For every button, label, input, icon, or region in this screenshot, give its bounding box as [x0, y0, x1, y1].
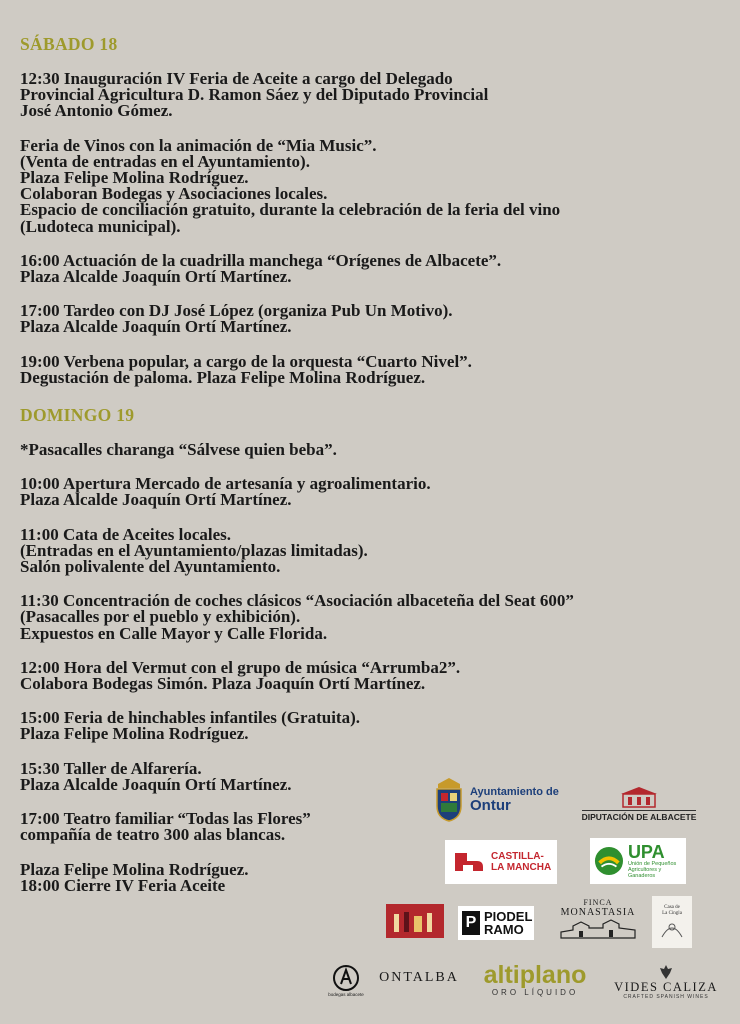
event-line: (Entradas en el Ayuntamiento/plazas limitadas). — [20, 540, 368, 560]
finca-line1: FINCA — [583, 898, 613, 907]
pio-del-ramo-logo — [458, 906, 534, 940]
event-line: 15:00 Feria de hinchables infantiles (Gratuita). — [20, 708, 360, 728]
event-block — [20, 710, 720, 742]
upa-line3: Agricultores y Ganaderos — [627, 867, 662, 879]
wine-bottles-icon — [390, 908, 440, 934]
event-block — [20, 250, 720, 287]
event-block — [20, 71, 720, 120]
event-block — [20, 476, 720, 508]
upa-emblem-icon — [594, 845, 624, 877]
event-line: Plaza Alcalde Joaquín Ortí Martínez. — [20, 267, 292, 287]
event-line: *Pasacalles charanga “Sálvese quien beba”. — [20, 440, 337, 460]
event-line: Colaboran Bodegas y Asociaciones locales. — [20, 184, 328, 204]
event-line: Salón polivalente del Ayuntamiento. — [20, 557, 281, 577]
event-block — [20, 351, 720, 387]
finca-monastasia-logo — [556, 895, 640, 943]
ontalba-label: ONTALBA — [379, 970, 459, 985]
event-line: 12:30 Inauguración IV Feria de Aceite a cargo del Delegado — [20, 69, 453, 88]
ga-monogram-icon — [331, 964, 361, 992]
event-line: 12:00 Hora del Vermut con el grupo de música “Arrumba2”. — [20, 657, 461, 677]
vine-icon — [658, 917, 686, 939]
day-heading-saturday: SÁBADO 18 — [20, 34, 118, 54]
vides-caliza-logo — [612, 960, 720, 1004]
event-block — [20, 303, 720, 335]
event-line: Feria de Vinos con la animación de “Mia Music”. — [20, 135, 377, 155]
cingla-line1: Casa de — [664, 905, 680, 910]
pio-line1: PIODEL — [484, 909, 533, 924]
event-line: Provincial Agricultura D. Ramon Sáez y del Diputado Provincial — [20, 85, 489, 105]
event-line: (Pasacalles por el pueblo y exhibición). — [20, 607, 301, 627]
saturday-events — [20, 71, 720, 386]
casa-la-cingla-logo — [652, 896, 692, 948]
altiplano-line1: altiplano — [483, 960, 587, 989]
diputacion-label: DIPUTACIÓN DE ALBACETE — [581, 812, 697, 822]
event-line: 17:00 Tardeo con DJ José López (organiza Pub Un Motivo). — [20, 301, 453, 321]
coat-of-arms-icon — [432, 776, 466, 822]
event-line: Plaza Alcalde Joaquín Ortí Martínez. — [20, 317, 292, 337]
ontur-logo-line2: Ontur — [470, 797, 511, 814]
altiplano-logo — [473, 960, 597, 1000]
feria-vino-logo — [386, 904, 444, 938]
event-line: 10:00 Apertura Mercado de artesanía y agroalimentario. — [20, 474, 431, 494]
upa-line1: UPA — [627, 842, 665, 862]
event-line: Degustación de paloma. Plaza Felipe Molina Rodríguez. — [20, 367, 426, 387]
event-line: 15:30 Taller de Alfarería. — [20, 758, 202, 778]
castilla-line2: LA MANCHA — [491, 862, 552, 873]
grape-leaf-icon — [659, 964, 673, 980]
event-line: Plaza Alcalde Joaquín Ortí Martínez. — [20, 774, 292, 794]
castilla-la-mancha-logo — [445, 840, 557, 884]
ontur-logo-line1: Ayuntamiento de — [470, 786, 559, 798]
day-heading-sunday: DOMINGO 19 — [20, 405, 135, 426]
event-line: 17:00 Teatro familiar “Todas las Flores” — [20, 809, 311, 829]
event-line: Plaza Felipe Molina Rodríguez. — [20, 859, 249, 879]
building-icon — [619, 786, 659, 808]
event-block — [20, 135, 720, 236]
event-line: 11:00 Cata de Aceites locales. — [20, 524, 232, 544]
event-line: Plaza Felipe Molina Rodríguez. — [20, 724, 249, 744]
event-line: Plaza Felipe Molina Rodríguez. — [20, 168, 249, 188]
event-line: Plaza Alcalde Joaquín Ortí Martínez. — [20, 490, 292, 510]
monastery-icon — [559, 918, 637, 940]
event-program — [20, 33, 720, 912]
castilla-line1: CASTILLA- — [491, 851, 544, 862]
upa-logo — [590, 838, 686, 884]
altiplano-line2: ORO LÍQUIDO — [491, 987, 579, 997]
vides-line1: VIDES CALIZA — [614, 980, 718, 994]
ontalba-logo — [378, 966, 460, 990]
event-line: 19:00 Verbena popular, a cargo de la orquesta “Cuarto Nivel”. — [20, 351, 472, 371]
event-line: 11:30 Concentración de coches clásicos “Asociación albaceteña del Seat 600” — [20, 591, 574, 611]
finca-line2: MONASTASIA — [560, 907, 636, 918]
event-line: (Ludoteca municipal). — [20, 216, 181, 236]
event-block — [20, 657, 720, 694]
ontur-logo — [432, 772, 567, 826]
event-block — [20, 442, 720, 458]
event-line: Espacio de conciliación gratuito, durante la celebración de la feria del vino — [20, 200, 561, 220]
event-line: Colabora Bodegas Simón. Plaza Joaquín Ortí Martínez. — [20, 674, 426, 694]
cingla-line2: La Cingla — [662, 911, 682, 916]
event-line: 16:00 Actuación de la cuadrilla manchega “Orígenes de Albacete”. — [20, 250, 502, 270]
bodegas-ga-logo — [323, 962, 369, 998]
vides-line2: CRAFTED SPANISH WINES — [623, 994, 709, 1000]
pio-del-ramo-mark: P — [462, 911, 480, 935]
event-line: compañía de teatro 300 alas blancas. — [20, 825, 286, 845]
event-line: José Antonio Gómez. — [20, 101, 173, 121]
event-block — [20, 524, 720, 577]
event-line: 18:00 Cierre IV Feria Aceite — [20, 875, 226, 895]
pio-line2: RAMO — [484, 922, 524, 937]
event-line: (Venta de entradas en el Ayuntamiento). — [20, 151, 310, 171]
event-line: Expuestos en Calle Mayor y Calle Florida. — [20, 623, 328, 643]
diputacion-albacete-logo — [580, 784, 698, 824]
castilla-la-mancha-emblem-icon — [451, 849, 487, 875]
event-block — [20, 593, 720, 642]
bodegas-ga-label: bodegas albacete — [328, 991, 364, 997]
upa-line2: Unión de Pequeños — [627, 861, 677, 867]
sunday-events — [20, 442, 720, 894]
